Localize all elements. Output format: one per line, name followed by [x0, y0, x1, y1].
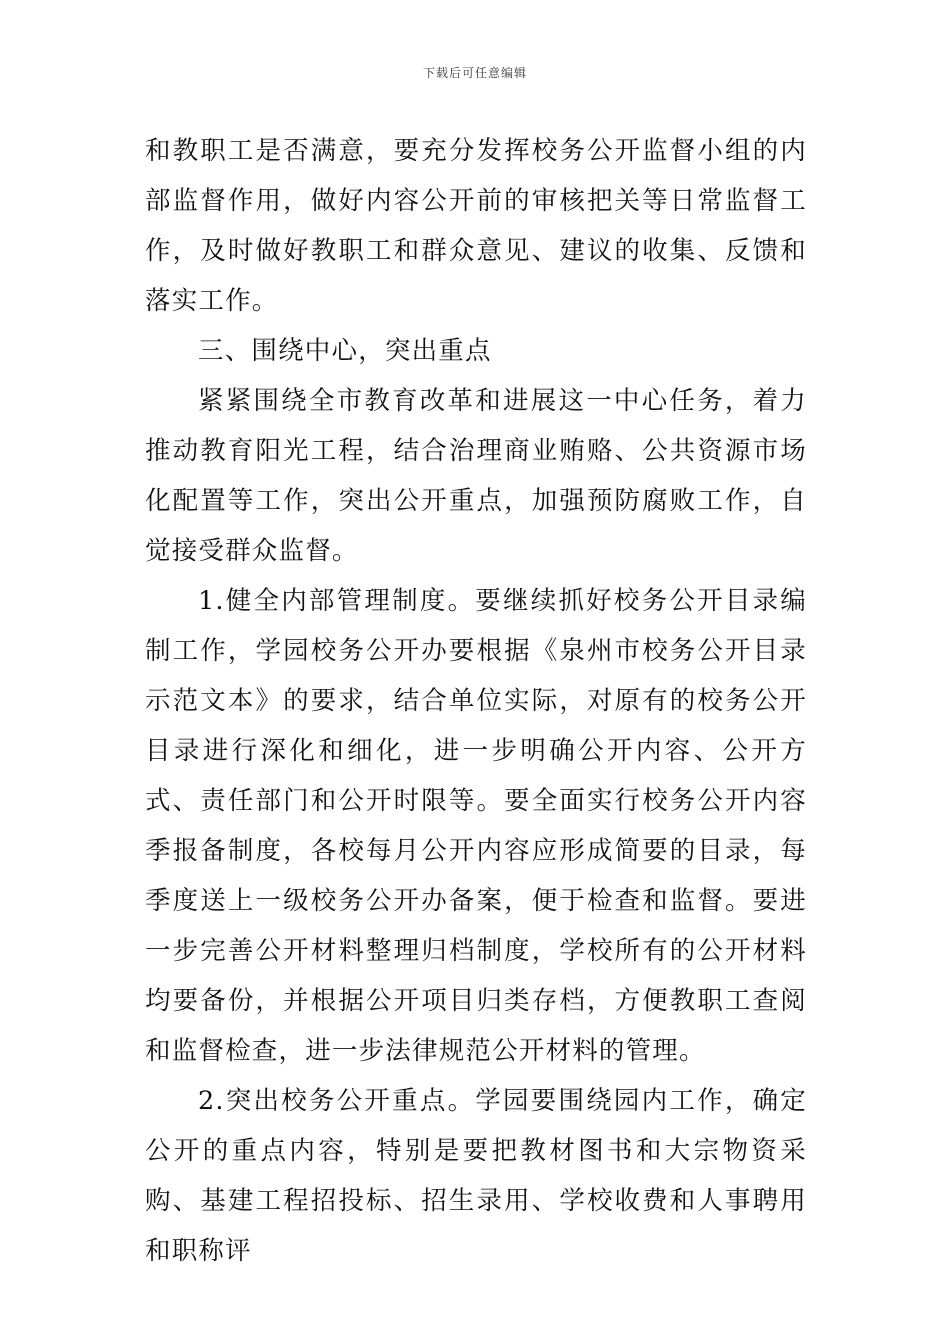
section-heading: 三、围绕中心，突出重点: [198, 336, 492, 366]
paragraph-item-1: 1.健全内部管理制度。要继续抓好校务公开目录编制工作，学园校务公开办要根据《泉州市校务公开目录示范文本》的要求，结合单位实际，对原有的校务公开目录进行深化和细化，进一步明确公开内容、公开方式、责任部门和公开时限等。要全面实行校务公开内容季报备制度，各校每月公开内容应形成简要的目录，每季度送上一级校务公开办备案，便于检查和监督。要进一步完善公开材料整理归档制度，学校所有的公开材料均要备份，并根据公开项目归类存档，方便教职工查阅和监督检查，进一步法律规范公开材料的管理。: [145, 586, 807, 1066]
document-body: [145, 126, 807, 1276]
paragraph-continuation: 和教职工是否满意，要充分发挥校务公开监督小组的内部监督作用，做好内容公开前的审核把关等日常监督工作，及时做好教职工和群众意见、建议的收集、反馈和落实工作。: [145, 136, 807, 316]
page-header-note: 下载后可任意编辑: [422, 66, 527, 80]
paragraph-item-2: 2.突出校务公开重点。学园要围绕园内工作，确定公开的重点内容，特别是要把教材图书和大宗物资采购、基建工程招投标、招生录用、学校收费和人事聘用和职称评: [145, 1086, 807, 1266]
paragraph-intro: 紧紧围绕全市教育改革和进展这一中心任务，着力推动教育阳光工程，结合治理商业贿赂、公共资源市场化配置等工作，突出公开重点，加强预防腐败工作，自觉接受群众监督。: [145, 386, 807, 566]
